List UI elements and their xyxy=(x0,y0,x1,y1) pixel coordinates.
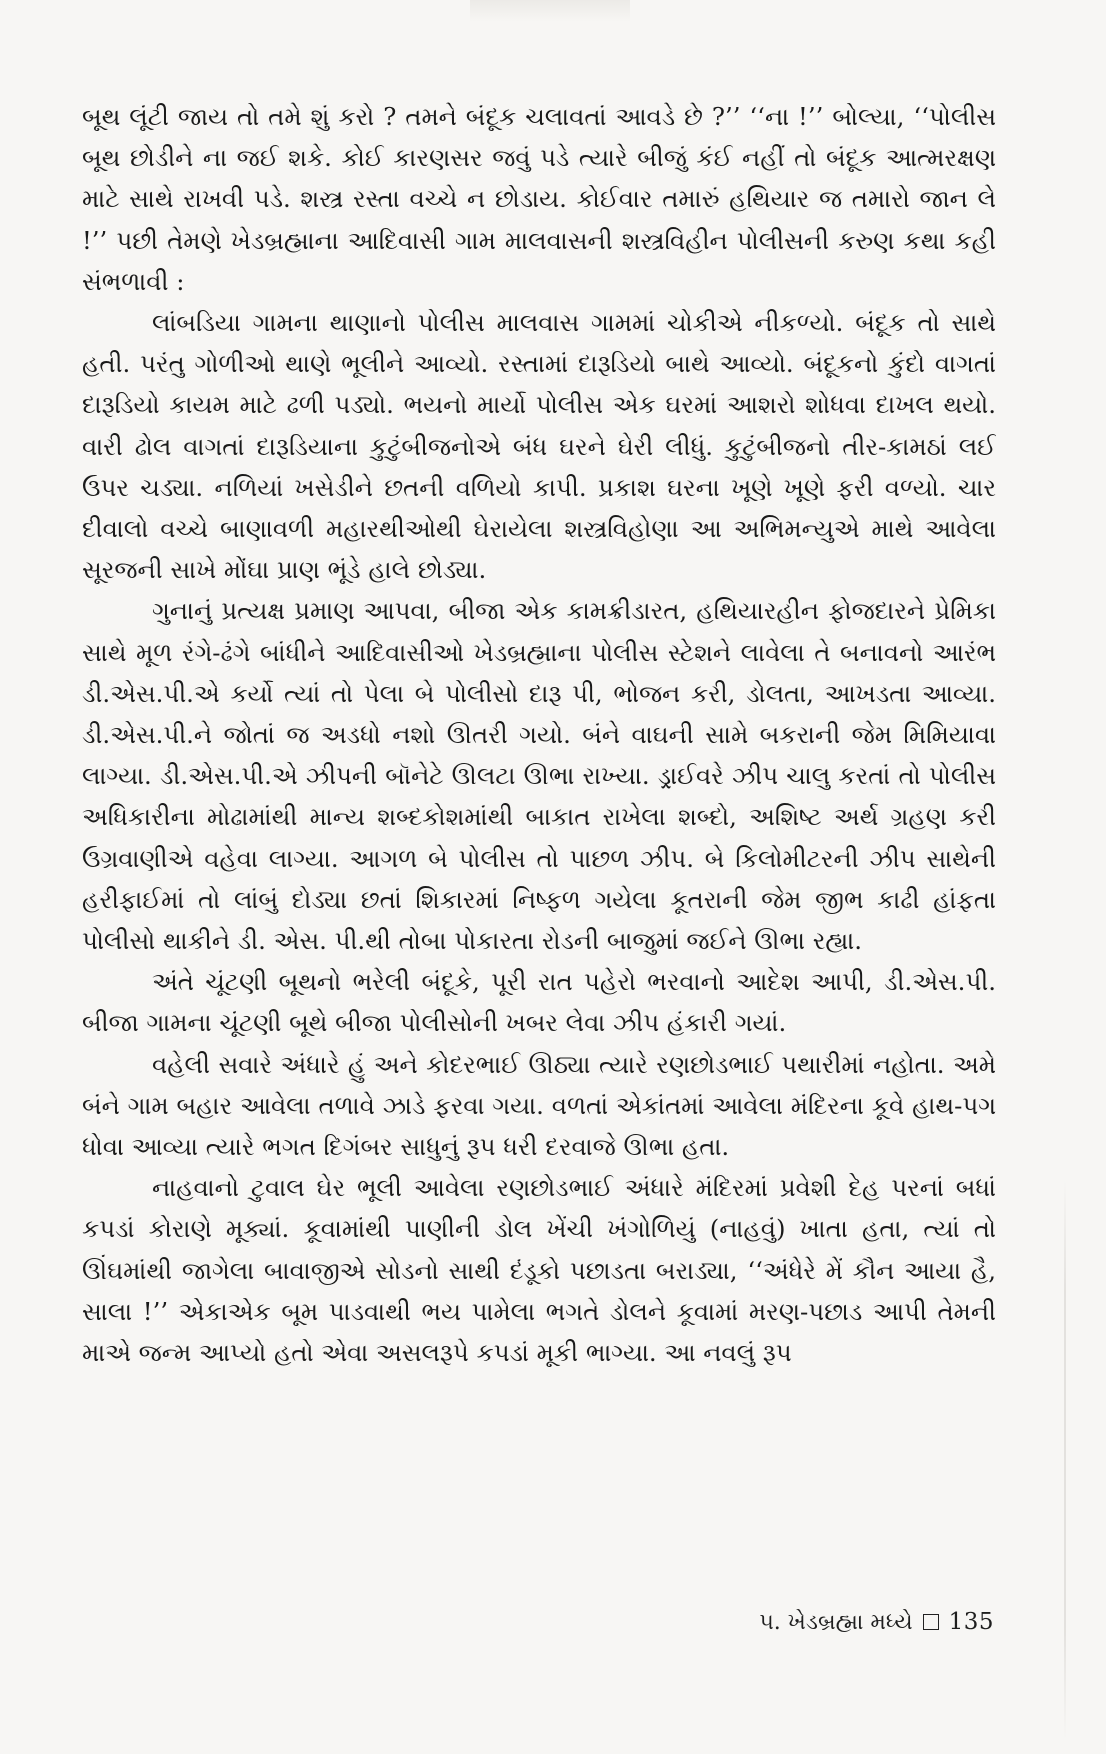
scan-smudge xyxy=(470,0,630,22)
paragraph-3: ગુનાનું પ્રત્યક્ષ પ્રમાણ આપવા, બીજા એક કામક્રીડારત, હથિયારહીન ફોજદારને પ્રેમિકા સાથે મૂળ રંગે-ઢંગે બાંધીને આદિવાસીઓ ખેડબ્રહ્માના પોલીસ સ્ટેશને લાવેલા તે બનાવનો આરંભ ડી.એસ.પી.એ કર્યો ત્યાં તો પેલા બે પોલીસો દારૂ પી, ભોજન કરી, ડોલતા, આખડતા આવ્યા. ડી.એસ.પી.ને જોતાં જ અડધો નશો ઊતરી ગયો. બંને વાઘની સામે બકરાની જેમ મિમિયાવા લાગ્યા. ડી.એસ.પી.એ ઝીપની બૉનેટે ઊલટા ઊભા રાખ્યા. ડ્રાઈવરે ઝીપ ચાલુ કરતાં તો પોલીસ અધિકારીના મોઢામાંથી માન્ય શબ્દકોશમાંથી બાકાત રાખેલા શબ્દો, અશિષ્ટ અર્થ ગ્રહણ કરી ઉગ્રવાણીએ વહેવા લાગ્યા. આગળ બે પોલીસ તો પાછળ ઝીપ. બે કિલોમીટરની ઝીપ સાથેની હરીફાઈમાં તો લાંબું દોડ્યા છતાં શિકારમાં નિષ્ફળ ગયેલા કૂતરાની જેમ જીભ કાઢી હાંફતા પોલીસો થાકીને ડી. એસ. પી.થી તોબા પોકારતા રોડની બાજુમાં જઈને ઊભા રહ્યા. xyxy=(82,596,996,956)
paragraph-5: વહેલી સવારે અંધારે હું અને કોદરભાઈ ઊઠ્યા ત્યારે રણછોડભાઈ પથારીમાં નહોતા. અમે બંને ગામ બહાર આવેલા તળાવે ઝાડે ફરવા ગયા. વળતાં એકાંતમાં આવેલા મંદિરના કૂવે હાથ-પગ ધોવા આવ્યા ત્યારે ભગત દિગંબર સાધુનું રૂપ ધરી દરવાજે ઊભા હતા. xyxy=(82,1049,996,1162)
paragraph-2: લાંબડિયા ગામના થાણાનો પોલીસ માલવાસ ગામમાં ચોકીએ નીકળ્યો. બંદૂક તો સાથે હતી. પરંતુ ગોળીઓ થાણે ભૂલીને આવ્યો. રસ્તામાં દારૂડિયો બાથે આવ્યો. બંદૂકનો કુંદો વાગતાં દારૂડિયો કાયમ માટે ઢળી પડ્યો. ભયનો માર્યો પોલીસ એક ઘરમાં આશરો શોધવા દાખલ થયો. વારી ઢોલ વાગતાં દારૂડિયાના કુટુંબીજનોએ બંધ ઘરને ઘેરી લીધું. કુટુંબીજનો તીર-કામઠાં લઈ ઉપર ચડ્યા. નળિયાં ખસેડીને છતની વળિયો કાપી. પ્રકાશ ઘરના ખૂણે ખૂણે ફરી વળ્યો. ચાર દીવાલો વચ્ચે બાણાવળી મહારથીઓથી ઘેરાયેલા શસ્ત્રવિહોણા આ અભિમન્યુએ માથે આવેલા સૂરજની સાખે મોંઘા પ્રાણ ભૂંડે હાલે છોડ્યા. xyxy=(82,308,996,585)
chapter-title: ૫. ખેડબ્રહ્મા મધ્યે xyxy=(759,1609,913,1635)
paragraph-6: નાહવાનો ટુવાલ ઘેર ભૂલી આવેલા રણછોડભાઈ અંધારે મંદિરમાં પ્રવેશી દેહ પરનાં બધાં કપડાં કોરાણે મૂક્યાં. કૂવામાંથી પાણીની ડોલ ખેંચી ખંગોળિયું (નાહવું) ખાતા હતા, ત્યાં તો ઊંઘમાંથી જાગેલા બાવાજીએ સોડનો સાથી દંડૂકો પછાડતા બરાડ્યા, ‘‘અંધેરે મેં કૌન આયા હૈ, સાલા !’’ એકાએક બૂમ પાડવાથી ભય પામેલા ભગતે ડોલને કૂવામાં મરણ-પછાડ આપી તેમની માએ જન્મ આપ્યો હતો એવા અસલરૂપે કપડાં મૂકી ભાગ્યા. આ નવલું રૂપ xyxy=(82,1173,996,1368)
body-text xyxy=(82,96,996,1566)
page-number: 135 xyxy=(948,1609,994,1635)
paragraph-4: અંતે ચૂંટણી બૂથનો ભરેલી બંદૂકે, પૂરી રાત પહેરો ભરવાનો આદેશ આપી, ડી.એસ.પી. બીજા ગામના ચૂંટણી બૂથે બીજા પોલીસોની ખબર લેવા ઝીપ હંકારી ગયાં. xyxy=(82,967,996,1038)
page-footer xyxy=(759,1607,994,1637)
paragraph-1: બૂથ લૂંટી જાય તો તમે શું કરો ? તમને બંદૂક ચલાવતાં આવડે છે ?’’ ‘‘ના !’’ બોલ્યા, ‘‘પોલીસ બૂથ છોડીને ના જઈ શકે. કોઈ કારણસર જવું પડે ત્યારે બીજું કંઈ નહીં તો બંદૂક આત્મરક્ષણ માટે સાથે રાખવી પડે. શસ્ત્ર રસ્તા વચ્ચે ન છોડાય. કોઈવાર તમારું હથિયાર જ તમારો જાન લે !’’ પછી તેમણે ખેડબ્રહ્માના આદિવાસી ગામ માલવાસની શસ્ત્રવિહીન પોલીસની કરુણ કથા કહી સંભળાવી : xyxy=(82,102,996,296)
scan-edge-line xyxy=(1064,1180,1066,1740)
square-icon xyxy=(923,1614,939,1630)
